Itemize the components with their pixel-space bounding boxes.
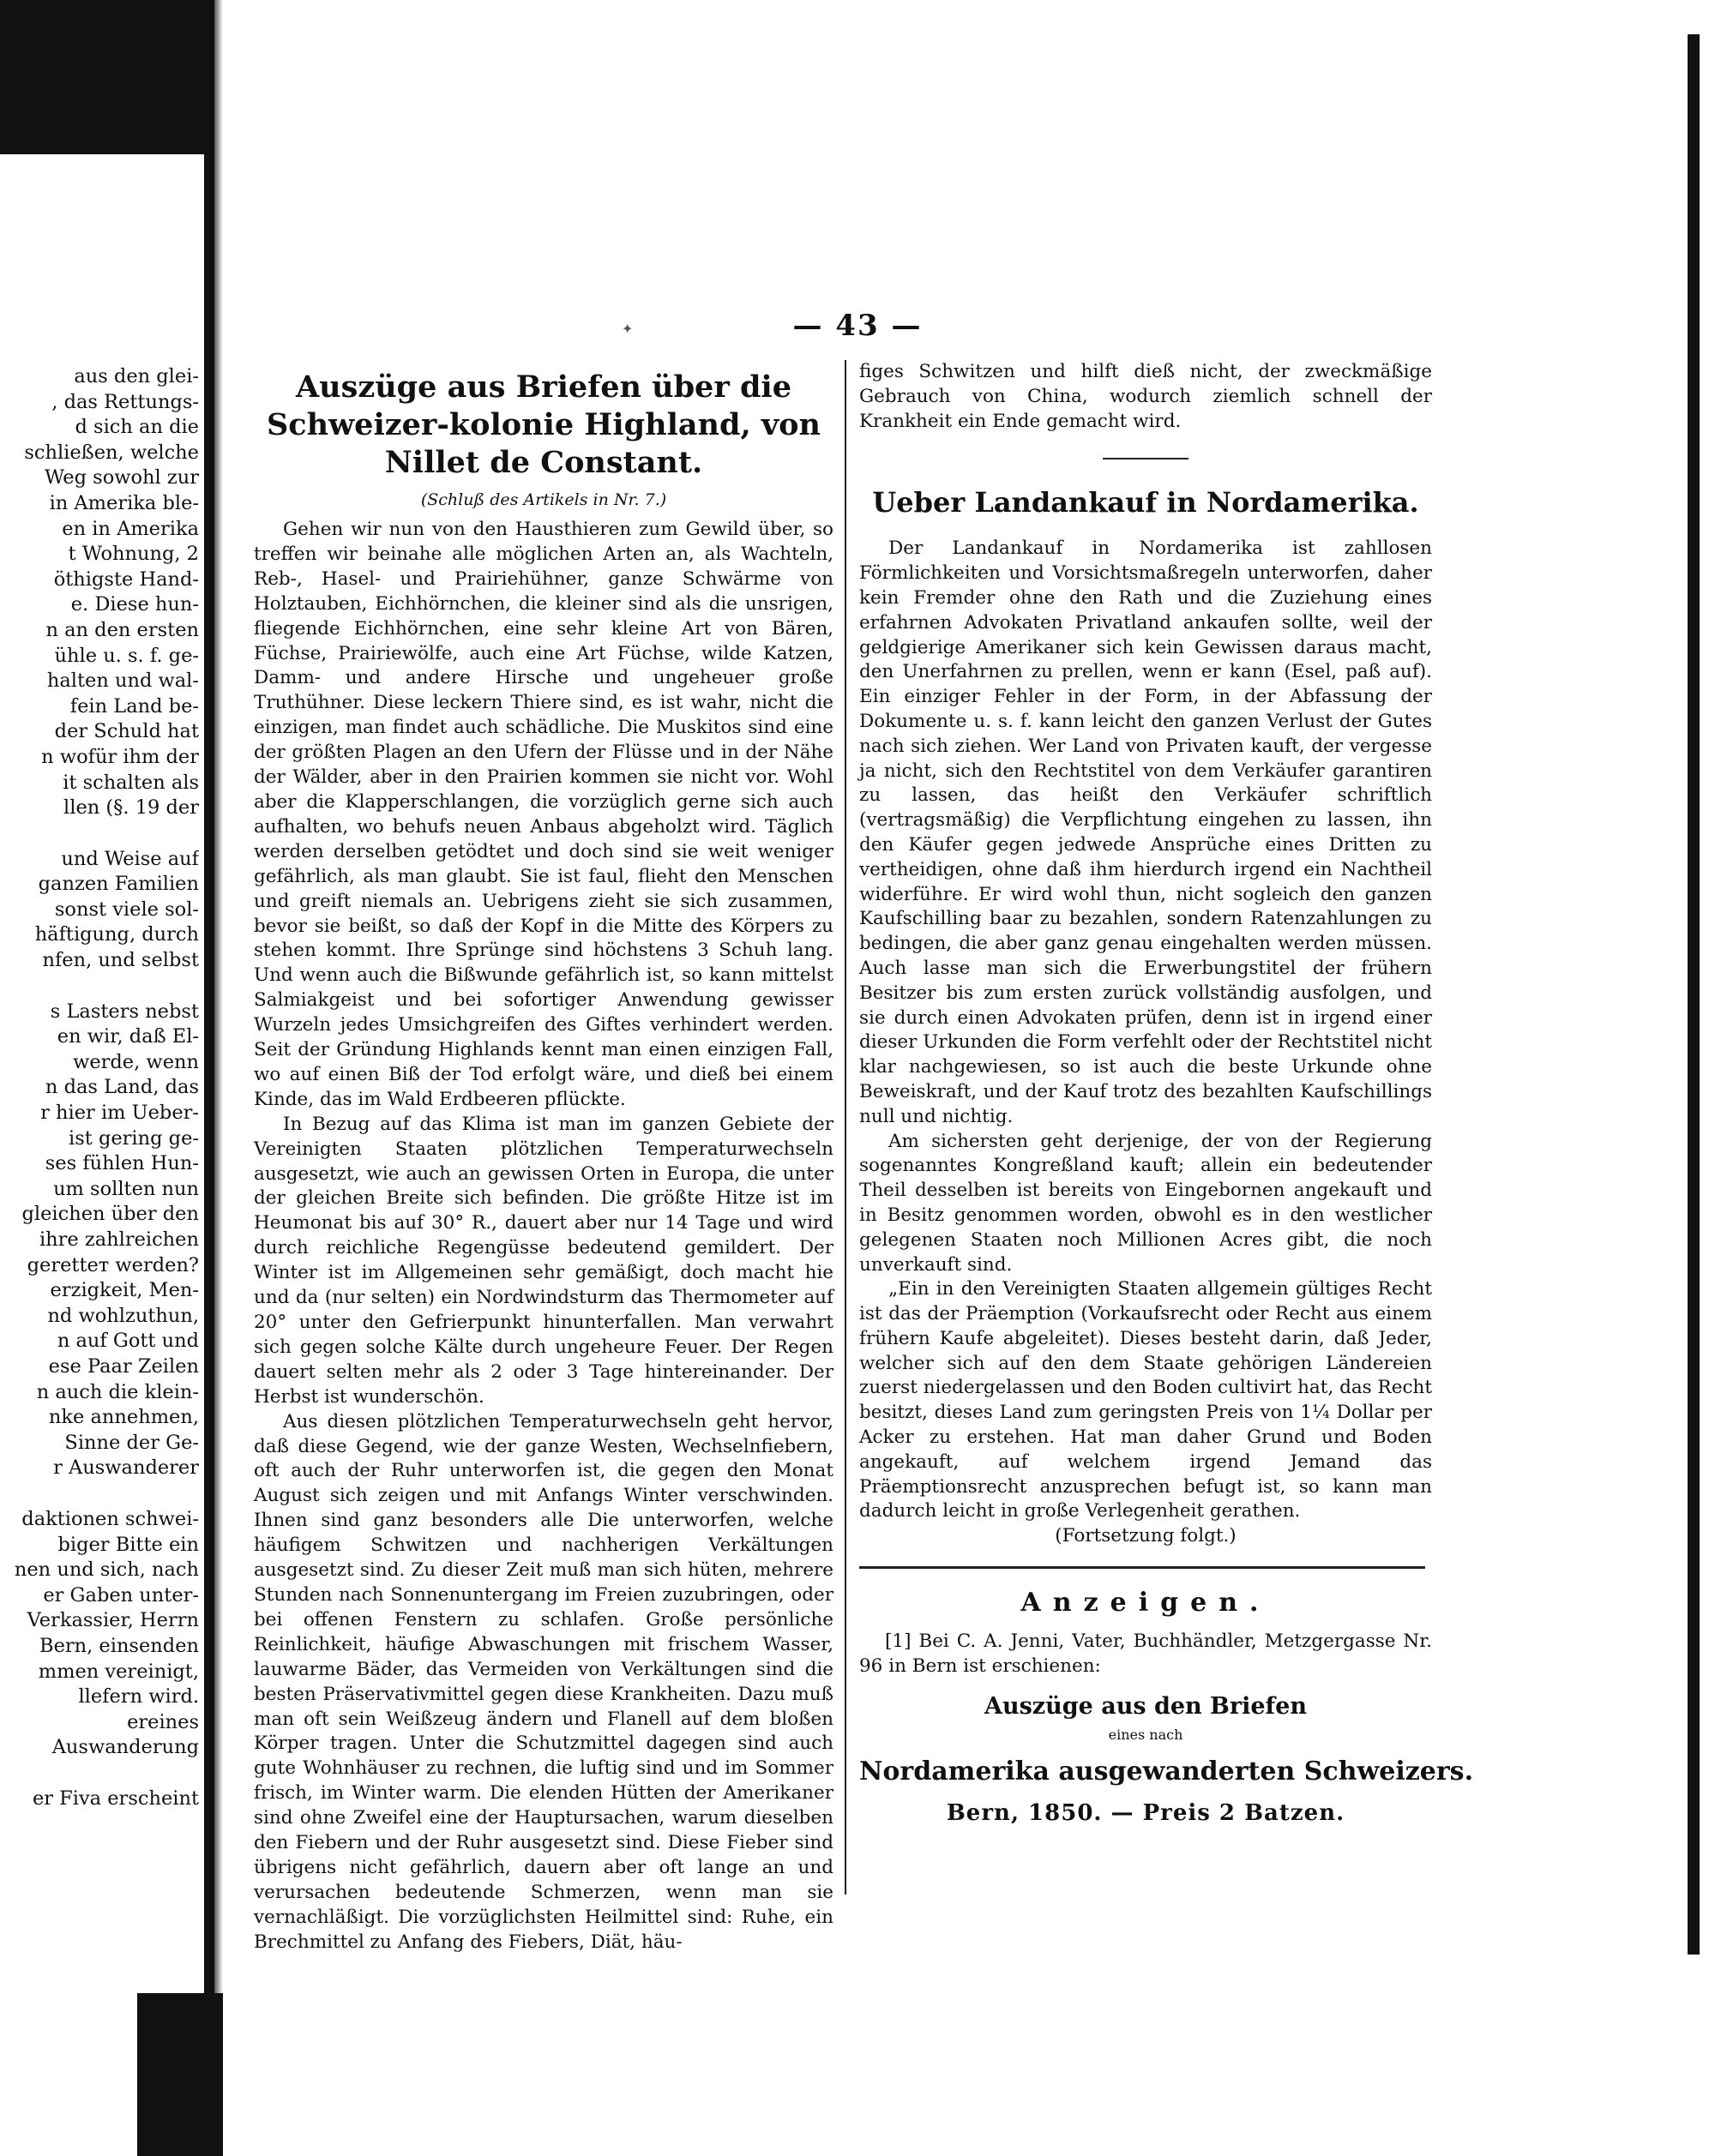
previous-page-line: erzigkeit, Men- — [50, 1279, 199, 1302]
scan-shadow-top — [0, 0, 214, 154]
previous-page-line: Weg sowohl zur — [45, 466, 199, 489]
previous-page-line: häftigung, durch — [34, 923, 199, 946]
previous-page-line: ses fühlen Hun- — [45, 1152, 199, 1175]
previous-page-line: sonst viele sol- — [54, 898, 199, 921]
previous-page-line: halten und wal- — [46, 670, 199, 693]
previous-page-line: n auf Gott und — [57, 1330, 199, 1353]
previous-page-line: en wir, daß El- — [57, 1025, 199, 1048]
previous-page-line: n an den ersten — [45, 618, 199, 641]
section-paragraph: „Ein in den Vereinigten Staaten allgemein gültiges Recht ist das der Präemption (Vorkaufsrecht oder Recht aus einem frühern Kaufe abgeleitet). Dieses besteht darin, daß Jeder, welcher sich auf den dem Staate gehörigen Ländereien zuerst niedergelassen und den Boden cultivirt hat, das Recht besitzt, dieses Land zum geringsten Preis von 1¼ Dollar per Acker zu erstehen. Hat man daher Grund und Boden angekauft, auf welchem irgend Jemand das Präemptionsrecht anzusprechen befugt ist, so kann man dadurch leicht in große Verlegenheit gerathen. — [859, 1278, 1432, 1522]
section-title: Ueber Landankauf in Nordamerika. — [872, 486, 1419, 519]
previous-page-line: nd wohlzuthun, — [47, 1304, 199, 1327]
ad-imprint: Bern, 1850. — Preis 2 Batzen. — [946, 1799, 1345, 1826]
continued-note: (Fortsetzung folgt.) — [1055, 1525, 1237, 1547]
previous-page-line: Sinne der Ge- — [64, 1431, 199, 1454]
previous-page-line: t Wohnung, 2 — [68, 543, 199, 566]
previous-page-line: gleichen über den — [21, 1203, 199, 1226]
previous-page-line: der Schuld hat — [54, 720, 199, 743]
paragraph-gap — [0, 974, 199, 1000]
previous-page-line: um sollten nun — [53, 1177, 199, 1200]
ornament-mark: ✦ — [622, 321, 634, 337]
article-paragraph: Gehen wir nun von den Hausthieren zum Gewild über, so treffen wir beinahe alle möglichen Arten an, als Wachteln, Reb-, Hasel- und Prairiehühner, ganze Schwärme von Holztauben, Eichhörnchen, die kleiner sind als die unsrigen, fliegende Eichhörnchen, eine sehr kleine Art von Bären, Füchse, Prairiewölfe, auch eine Art Füchse, wilde Katzen, Damm- und andere Hirsche und ungeheuer große Truthühner. Diese leckern Thiere sind, es ist wahr, nicht die einzigen, man findet auch schädliche. Die Muskitos sind eine der größten Plagen an den Ufern der Flüsse und in der Nähe der Wälder, aber in den Prairien kommen sie nicht vor. Wohl aber die Klapperschlangen, die vorzüglich gerne sich auch aufhalten, wo behufs neuen Anbaus abgeholzt wird. Täglich werden derselben getödtet und doch sind sie weit weniger gefährlich, als man glaubt. Sie ist faul, flieht den Menschen und greift niemals an. Uebrigens zieht sie sich zusammen, bevor sie beißt, so daß der Kopf in die Mitte des Körpers zu stehen kommt. Ihre Sprünge sind höchstens 3 Schuh lang. Und wenn auch die Bißwunde gefährlich ist, so kann mittelst Salmiakgeist und bei sofortiger Anwendung gewisser Wurzeln jedes Umsichgreifen des Giftes verhindert werden. Seit der Gründung Highlands kennt man einen einzigen Fall, wo auf einen Biß der Tod erfolgt wäre, und dieß bei einem Kinde, das im Wald Erdbeeren pflückte. — [254, 519, 833, 1110]
previous-page-line: biger Bitte ein — [57, 1533, 199, 1556]
section-paragraph: Am sichersten geht derjenige, der von der Regierung sogenanntes Kongreßland kauft; allein ein bedeutender Theil desselben ist bereits von Eingebornen angekauft und in Besitz genommen worden, obwohl es in den westlicher gelegenen Staaten noch Millionen Acres gibt, die noch unverkauft sind. — [859, 1130, 1432, 1276]
right-column — [859, 360, 1474, 1826]
previous-page-line: r Auswanderer — [53, 1456, 199, 1480]
previous-page-line: nen und sich, nach — [14, 1558, 199, 1582]
ad-book-title: Auszüge aus den Briefen — [984, 1692, 1307, 1720]
section-divider — [1103, 458, 1188, 459]
previous-page-line: fein Land be- — [69, 694, 199, 718]
scan-right-edge — [1688, 34, 1700, 1955]
previous-page-line: er Fiva erscheint — [32, 1787, 199, 1810]
previous-page-line: n wofür ihm der — [41, 745, 199, 768]
previous-page-line: , das Rettungs- — [51, 390, 199, 413]
article-paragraph: In Bezug auf das Klima ist man im ganzen Gebiete der Vereinigten Staaten plötzlichen Temperaturwechseln ausgesetzt, wie auch an gewissen Orten in Europa, die unter der gleichen Breite sich befinden. Die größte Hitze ist im Heumonat bis auf 30° R., dauert aber nur 14 Tage und wird durch reichliche Regengüsse bedeutend gemildert. Der Winter ist im Allgemeinen sehr gemäßigt, doch macht hie und da (nur selten) ein Nordwindsturm das Thermometer auf 20° unter den Gefrierpunkt hinunterfallen. Man verwahrt sich gegen solche Kälte durch ungeheure Feuer. Der Regen dauert selten mehr als 2 oder 3 Tage hintereinander. Der Herbst ist wunderschön. — [254, 1113, 833, 1408]
previous-page-line: daktionen schwei- — [21, 1507, 199, 1530]
previous-page-line: Bern, einsenden — [39, 1634, 199, 1657]
previous-page-line: mmen vereinigt, — [38, 1660, 199, 1683]
article-subnote: (Schluß des Artikels in Nr. 7.) — [420, 490, 667, 509]
previous-page-line: ühle u. s. f. ge- — [54, 644, 199, 667]
paragraph-gap — [0, 1481, 199, 1507]
previous-page-line: er Gaben unter- — [43, 1583, 199, 1606]
previous-page-line: ese Paar Zeilen — [48, 1354, 199, 1378]
ads-heading: Anzeigen. — [1020, 1588, 1271, 1619]
previous-page-line: r hier im Ueber- — [40, 1102, 199, 1125]
previous-page-line: it schalten als — [63, 771, 199, 794]
ad-text: [1] Bei C. A. Jenni, Vater, Buchhändler, Metzgergasse Nr. 96 in Bern ist erschienen: — [859, 1631, 1432, 1677]
previous-page-line: ereines — [127, 1710, 199, 1733]
article-paragraph: Aus diesen plötzlichen Temperaturwechseln geht hervor, daß diese Gegend, wie der ganze Westen, Wechselnfiebern, oft auch der Ruhr unterworfen ist, die gegen den Monat August sich zeigen und mit Anfangs Winter verschwinden. Ihnen sind ganz besonders alle Die unterworfen, welche häufigem Schwitzen und nachherigen Verkältungen ausgesetzt sind. Zu dieser Zeit muß man sich hüten, mehrere Stunden nach Sonnenuntergang im Freien zuzubringen, oder bei offenen Fenstern zu schlafen. Große persönliche Reinlichkeit, häufige Abwaschungen mit frischem Wasser, lauwarme Bäder, das Vermeiden von Verkältungen sind die besten Präservativmittel gegen diese Krankheiten. Dazu muß man oft sein Weißzeug ändern und Flanell auf dem bloßen Körper tragen. Unter die Schutzmittel dagegen sind auch gute Wohnhäuser zu rechnen, die luftig sind und im Sommer frisch, im Winter warm. Die elenden Hütten der Amerikaner sind ohne Zweifel eine der Hauptursachen, warum dieselben den Fiebern und der Ruhr ausgesetzt sind. Diese Fieber sind übrigens nicht gefährlich, dauern aber oft lange an und verursachen bedeutende Schmerzen, wenn man sie vernachläßigt. Die vorzüglichsten Heilmittel sind: Ruhe, ein Brechmittel zu Anfang des Fiebers, Diät, häu- — [254, 1410, 833, 1953]
previous-page-line: n auch die klein- — [36, 1380, 199, 1403]
previous-page-line: Auswanderung — [51, 1736, 199, 1759]
ad-book-subtitle: eines nach — [1108, 1726, 1183, 1743]
previous-page-line: Verkassier, Herrn — [27, 1609, 199, 1632]
section-paragraph: Der Landankauf in Nordamerika ist zahllosen Förmlichkeiten und Vorsichtsmaßregeln unterworfen, daher kein Fremder ohne den Rath und die Zuziehung eines erfahrnen Advokaten Privatland ankaufen sollte, weil der geldgierige Amerikaner sich kein Gewissen daraus macht, den Unerfahrnen zu prellen, wenn er kann (Esel, paß auf). Ein einziger Fehler in der Form, in der Abfassung der Dokumente u. s. f. kann leicht den ganzen Verlust der Gutes nach sich ziehen. Wer Land von Privaten kauft, der vergesse ja nicht, sich den Rechtstitel von dem Verkäufer garantiren zu lassen, das heißt den Verkäufer schriftlich (vertragsmäßig) die Verpflichtung eingehen zu lassen, ihn den Käufer gegen jedwede Ansprüche eines Dritten zu vertheidigen, ohne daß ihm hierdurch irgend ein Nachtheil widerführe. Er wird wohl thun, nicht sogleich den ganzen Kaufschilling baar zu bezahlen, sondern Ratenzahlungen zu bedingen, die aber ganz genau eingehalten werden müssen. Auch lasse man sich die Erwerbungstitel der frühern Besitzer bis zum ersten zurück vollständig ausfolgen, und sie durch einen Advokaten prüfen, denn ist in irgend einer dieser Urkunden die Form verfehlt oder der Rechtstitel nicht klar nachgewiesen, so ist auch die beste Urkunde ohne Beweiskraft, und der Kauf trotz des bezahlten Kaufschillings null und nichtig. — [859, 537, 1432, 1127]
page-fold-edge — [204, 0, 214, 2156]
left-column — [254, 360, 833, 1955]
article-title: Auszüge aus Briefen über die Schweizer-kolonie Highland, von Nillet de Constant. — [267, 369, 821, 480]
previous-page-line: ganzen Familien — [38, 873, 199, 896]
previous-page-line: nfen, und selbst — [42, 949, 199, 972]
previous-page-line: e. Diese hun- — [70, 593, 199, 616]
previous-page-line: llefern wird. — [78, 1685, 199, 1709]
ads-divider — [859, 1566, 1425, 1569]
previous-page-line: werde, wenn — [73, 1050, 199, 1073]
previous-page-line: en in Amerika — [62, 517, 199, 540]
paragraph-gap — [0, 1761, 199, 1787]
page-fold-shadow — [214, 0, 223, 2156]
previous-page-line: n das Land, das — [45, 1076, 199, 1099]
page-number: — 43 — — [792, 309, 923, 343]
previous-page-line: aus den glei- — [74, 365, 199, 387]
scan-shadow-bottom — [137, 1993, 223, 2156]
previous-page-line: und Weise auf — [61, 847, 199, 870]
previous-page-line: ist gering ge- — [69, 1126, 199, 1150]
previous-page-line: öthigste Hand- — [53, 568, 199, 591]
previous-page-line: in Amerika ble- — [49, 491, 199, 514]
previous-page-line: d sich an die — [75, 416, 199, 439]
article-continuation: figes Schwitzen und hilft dieß nicht, der zweckmäßige Gebrauch von China, wodurch ziemlich schnell der Krankheit ein Ende gemacht wird. — [859, 361, 1432, 432]
previous-page-line: s Lasters nebst — [50, 1000, 199, 1023]
previous-page-fragment — [0, 364, 199, 1811]
previous-page-line: llen (§. 19 der — [63, 796, 199, 820]
previous-page-line: geretteт werden? — [27, 1253, 199, 1276]
previous-page-line: ihre zahlreichen — [39, 1228, 199, 1251]
ad-book-title-main: Nordamerika ausgewanderten Schweizers. — [859, 1756, 1474, 1787]
column-rule — [845, 360, 846, 1895]
paragraph-gap — [0, 821, 199, 847]
previous-page-line: nke annehmen, — [48, 1406, 199, 1429]
previous-page-line: schließen, welche — [24, 441, 199, 464]
